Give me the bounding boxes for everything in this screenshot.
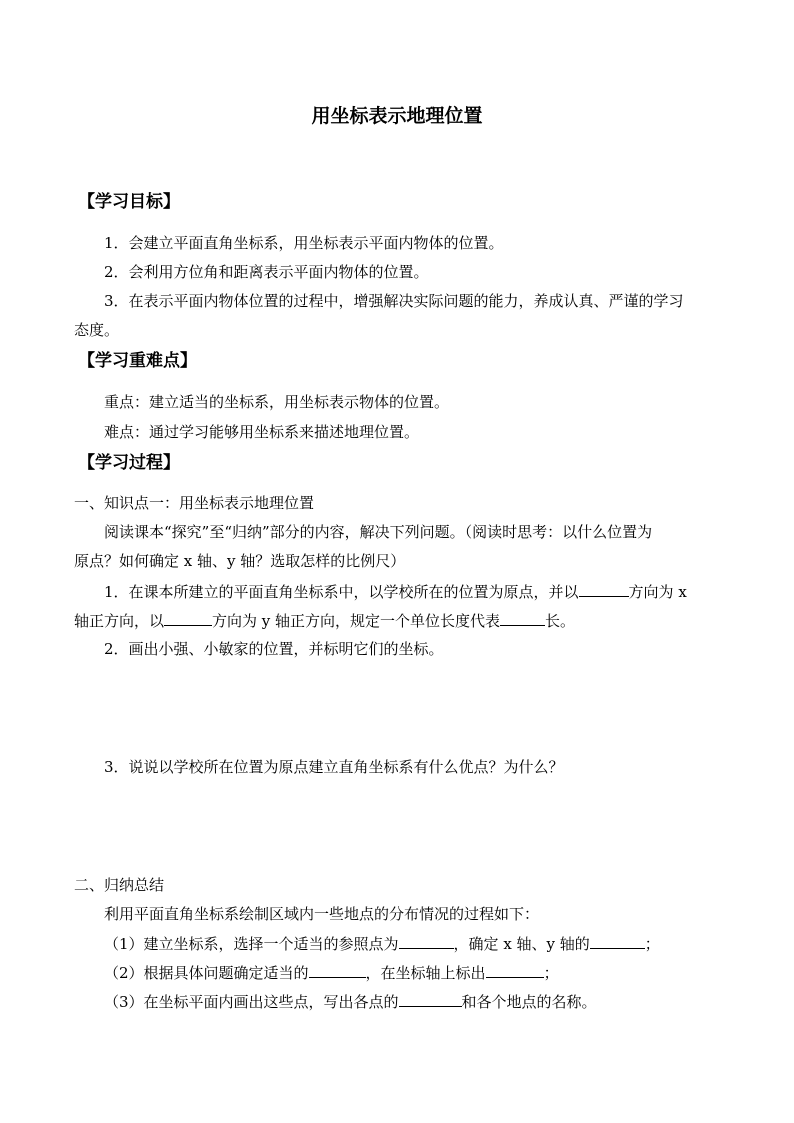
summary-step-text: （2）根据具体问题确定适当的: [104, 964, 309, 982]
summary-step-text: ；: [644, 935, 660, 953]
summary-intro: 利用平面直角坐标系绘制区域内一些地点的分布情况的过程如下：: [104, 905, 540, 923]
answer-blank[interactable]: [579, 581, 629, 597]
answer-blank[interactable]: [399, 933, 454, 949]
question-3: 3．说说以学校所在位置为原点建立直角坐标系有什么优点？为什么？: [104, 758, 564, 776]
answer-blank[interactable]: [309, 962, 366, 978]
summary-step-2: [104, 962, 559, 983]
question-1-continued: [74, 610, 575, 631]
section-heading-key-points: 【学习重难点】: [78, 351, 197, 371]
reading-instruction: 阅读课本“探究”至“归纳”部分的内容，解决下列问题。（阅读时思考：以什么位置为: [104, 523, 653, 541]
answer-blank[interactable]: [399, 991, 462, 1007]
knowledge-point-heading: 一、知识点一：用坐标表示地理位置: [74, 494, 315, 512]
section-heading-objectives: 【学习目标】: [78, 192, 180, 212]
question-1-text: 方向为 y 轴正方向，规定一个单位长度代表: [212, 612, 501, 630]
answer-blank[interactable]: [590, 933, 645, 949]
summary-step-text: （3）在坐标平面内画出这些点，写出各点的: [104, 993, 399, 1011]
summary-step-text: 和各个地点的名称。: [461, 993, 597, 1011]
question-1-text: 长。: [545, 612, 576, 630]
key-point-focus: 重点：建立适当的坐标系，用坐标表示物体的位置。: [104, 393, 450, 411]
reading-instruction-continued: 原点？如何确定 x 轴、y 轴？选取怎样的比例尺）: [74, 552, 406, 570]
question-1: [104, 581, 687, 602]
answer-blank[interactable]: [486, 962, 544, 978]
question-2: 2．画出小强、小敏家的位置，并标明它们的坐标。: [104, 640, 444, 658]
objective-item: 2．会利用方位角和距离表示平面内物体的位置。: [104, 263, 429, 281]
summary-step-text: ；: [543, 964, 559, 982]
summary-step-text: ，确定 x 轴、y 轴的: [453, 935, 590, 953]
objective-item-continued: 态度。: [74, 321, 120, 339]
question-1-text: 方向为 x: [628, 583, 687, 601]
objective-item: 3．在表示平面内物体位置的过程中，增强解决实际问题的能力，养成认真、严谨的学习: [104, 292, 684, 310]
key-point-difficulty: 难点：通过学习能够用坐标系来描述地理位置。: [104, 423, 420, 441]
answer-blank[interactable]: [164, 610, 212, 626]
question-1-text: 1．在课本所建立的平面直角坐标系中，以学校所在的位置为原点，并以: [104, 583, 579, 601]
summary-heading: 二、归纳总结: [74, 876, 165, 894]
objective-item: 1．会建立平面直角坐标系，用坐标表示平面内物体的位置。: [104, 234, 504, 252]
summary-step-text: （1）建立坐标系，选择一个适当的参照点为: [104, 935, 399, 953]
summary-step-1: [104, 933, 660, 954]
answer-blank[interactable]: [500, 610, 545, 626]
page-title: 用坐标表示地理位置: [311, 105, 483, 127]
section-heading-process: 【学习过程】: [78, 453, 180, 473]
summary-step-3: [104, 991, 597, 1012]
summary-step-text: ，在坐标轴上标出: [365, 964, 486, 982]
question-1-text: 轴正方向，以: [74, 612, 165, 630]
